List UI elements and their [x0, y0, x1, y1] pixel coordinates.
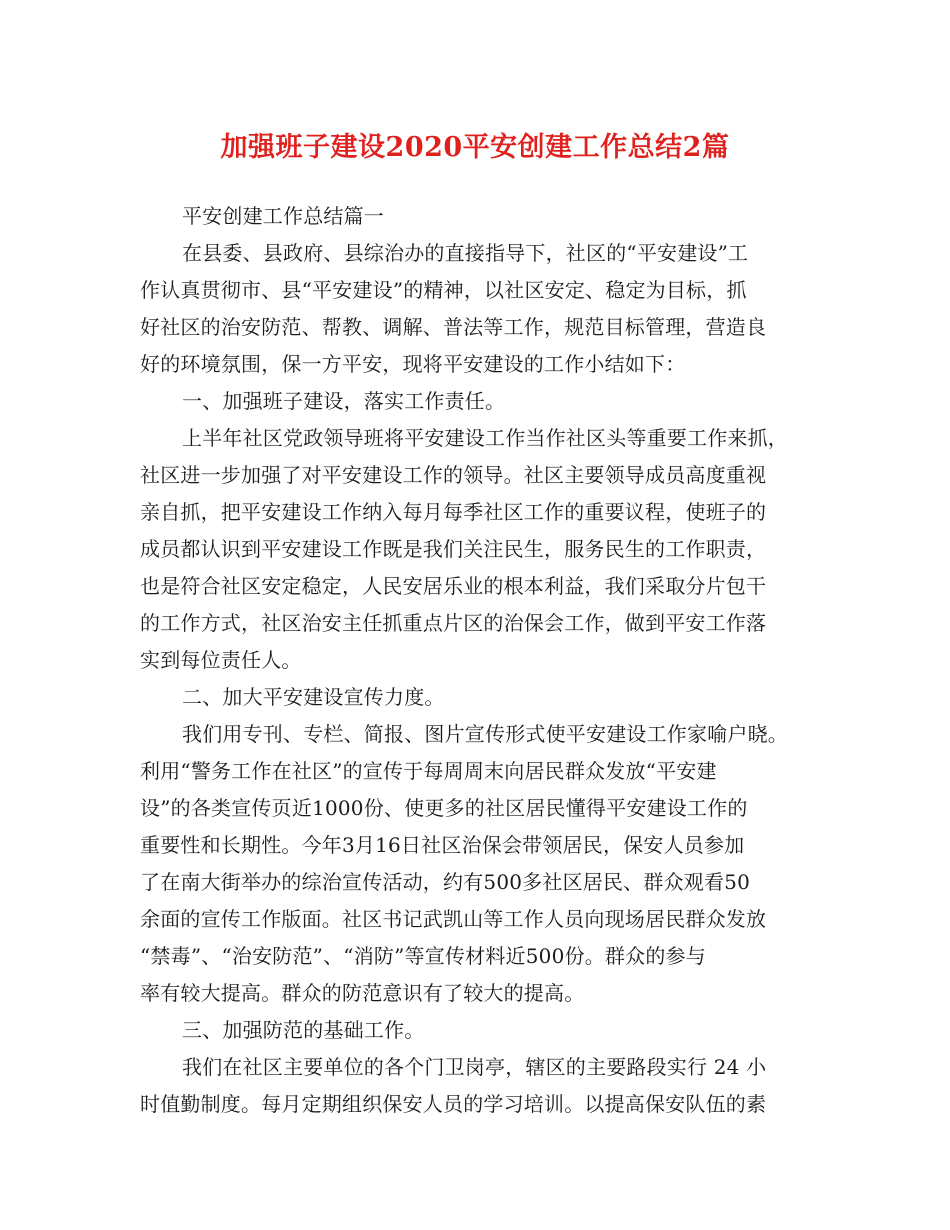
body-text-line: 亲自抓，把平安建设工作纳入每月每季社区工作的重要议程，使班子的: [140, 500, 767, 524]
body-text-line: 我们在社区主要单位的各个门卫岗亭，辖区的主要路段实行 24 小: [182, 1055, 767, 1079]
body-text-line: 上半年社区党政领导班将平安建设工作当作社区头等重要工作来抓，: [182, 426, 788, 450]
body-text-line: 余面的宣传工作版面。社区书记武凯山等工作人员向现场居民群众发放: [140, 907, 767, 931]
body-text-line: “禁毒”、“治安防范”、“消防”等宣传材料近500份。群众的参与: [140, 944, 706, 968]
body-text-line: 成员都认识到平安建设工作既是我们关注民生，服务民生的工作职责，: [140, 537, 767, 561]
document-title: 加强班子建设2020平安创建工作总结2篇: [220, 132, 730, 163]
body-text-line: 作认真贯彻市、县“平安建设”的精神，以社区安定、稳定为目标，抓: [140, 278, 747, 302]
body-text-line: 平安创建工作总结篇一: [182, 204, 384, 228]
body-text-line: 好社区的治安防范、帮教、调解、普法等工作，规范目标管理，营造良: [140, 315, 767, 339]
body-text-line: 的工作方式，社区治安主任抓重点片区的治保会工作，做到平安工作落: [140, 611, 767, 635]
body-text-line: 在县委、县政府、县综治办的直接指导下，社区的“平安建设”工: [182, 241, 749, 265]
body-text-line: 时值勤制度。每月定期组织保安人员的学习培训。以提高保安队伍的素: [140, 1092, 767, 1116]
body-text-line: 二、加大平安建设宣传力度。: [182, 685, 445, 709]
body-text-line: 利用“警务工作在社区”的宣传于每周周末向居民群众发放“平安建: [140, 759, 717, 783]
document-body: [140, 198, 820, 1123]
body-text-line: 了在南大街举办的综治宣传活动，约有500多社区居民、群众观看50: [140, 870, 751, 894]
body-text-line: 好的环境氛围，保一方平安，现将平安建设的工作小结如下：: [140, 352, 686, 376]
body-text-line: 重要性和长期性。今年3月16日社区治保会带领居民，保安人员参加: [140, 833, 745, 857]
body-text-line: 率有较大提高。群众的防范意识有了较大的提高。: [140, 981, 585, 1005]
body-text-line: 三、加强防范的基础工作。: [182, 1018, 425, 1042]
body-text-line: 设”的各类宣传页近1000份、使更多的社区居民懂得平安建设工作的: [140, 796, 748, 820]
body-text-line: 我们用专刊、专栏、简报、图片宣传形式使平安建设工作家喻户晓。: [182, 722, 788, 746]
body-text-line: 一、加强班子建设，落实工作责任。: [182, 389, 506, 413]
body-text-line: 社区进一步加强了对平安建设工作的领导。社区主要领导成员高度重视: [140, 463, 767, 487]
body-text-line: 也是符合社区安定稳定，人民安居乐业的根本利益，我们采取分片包干: [140, 574, 767, 598]
body-text-line: 实到每位责任人。: [140, 648, 302, 672]
